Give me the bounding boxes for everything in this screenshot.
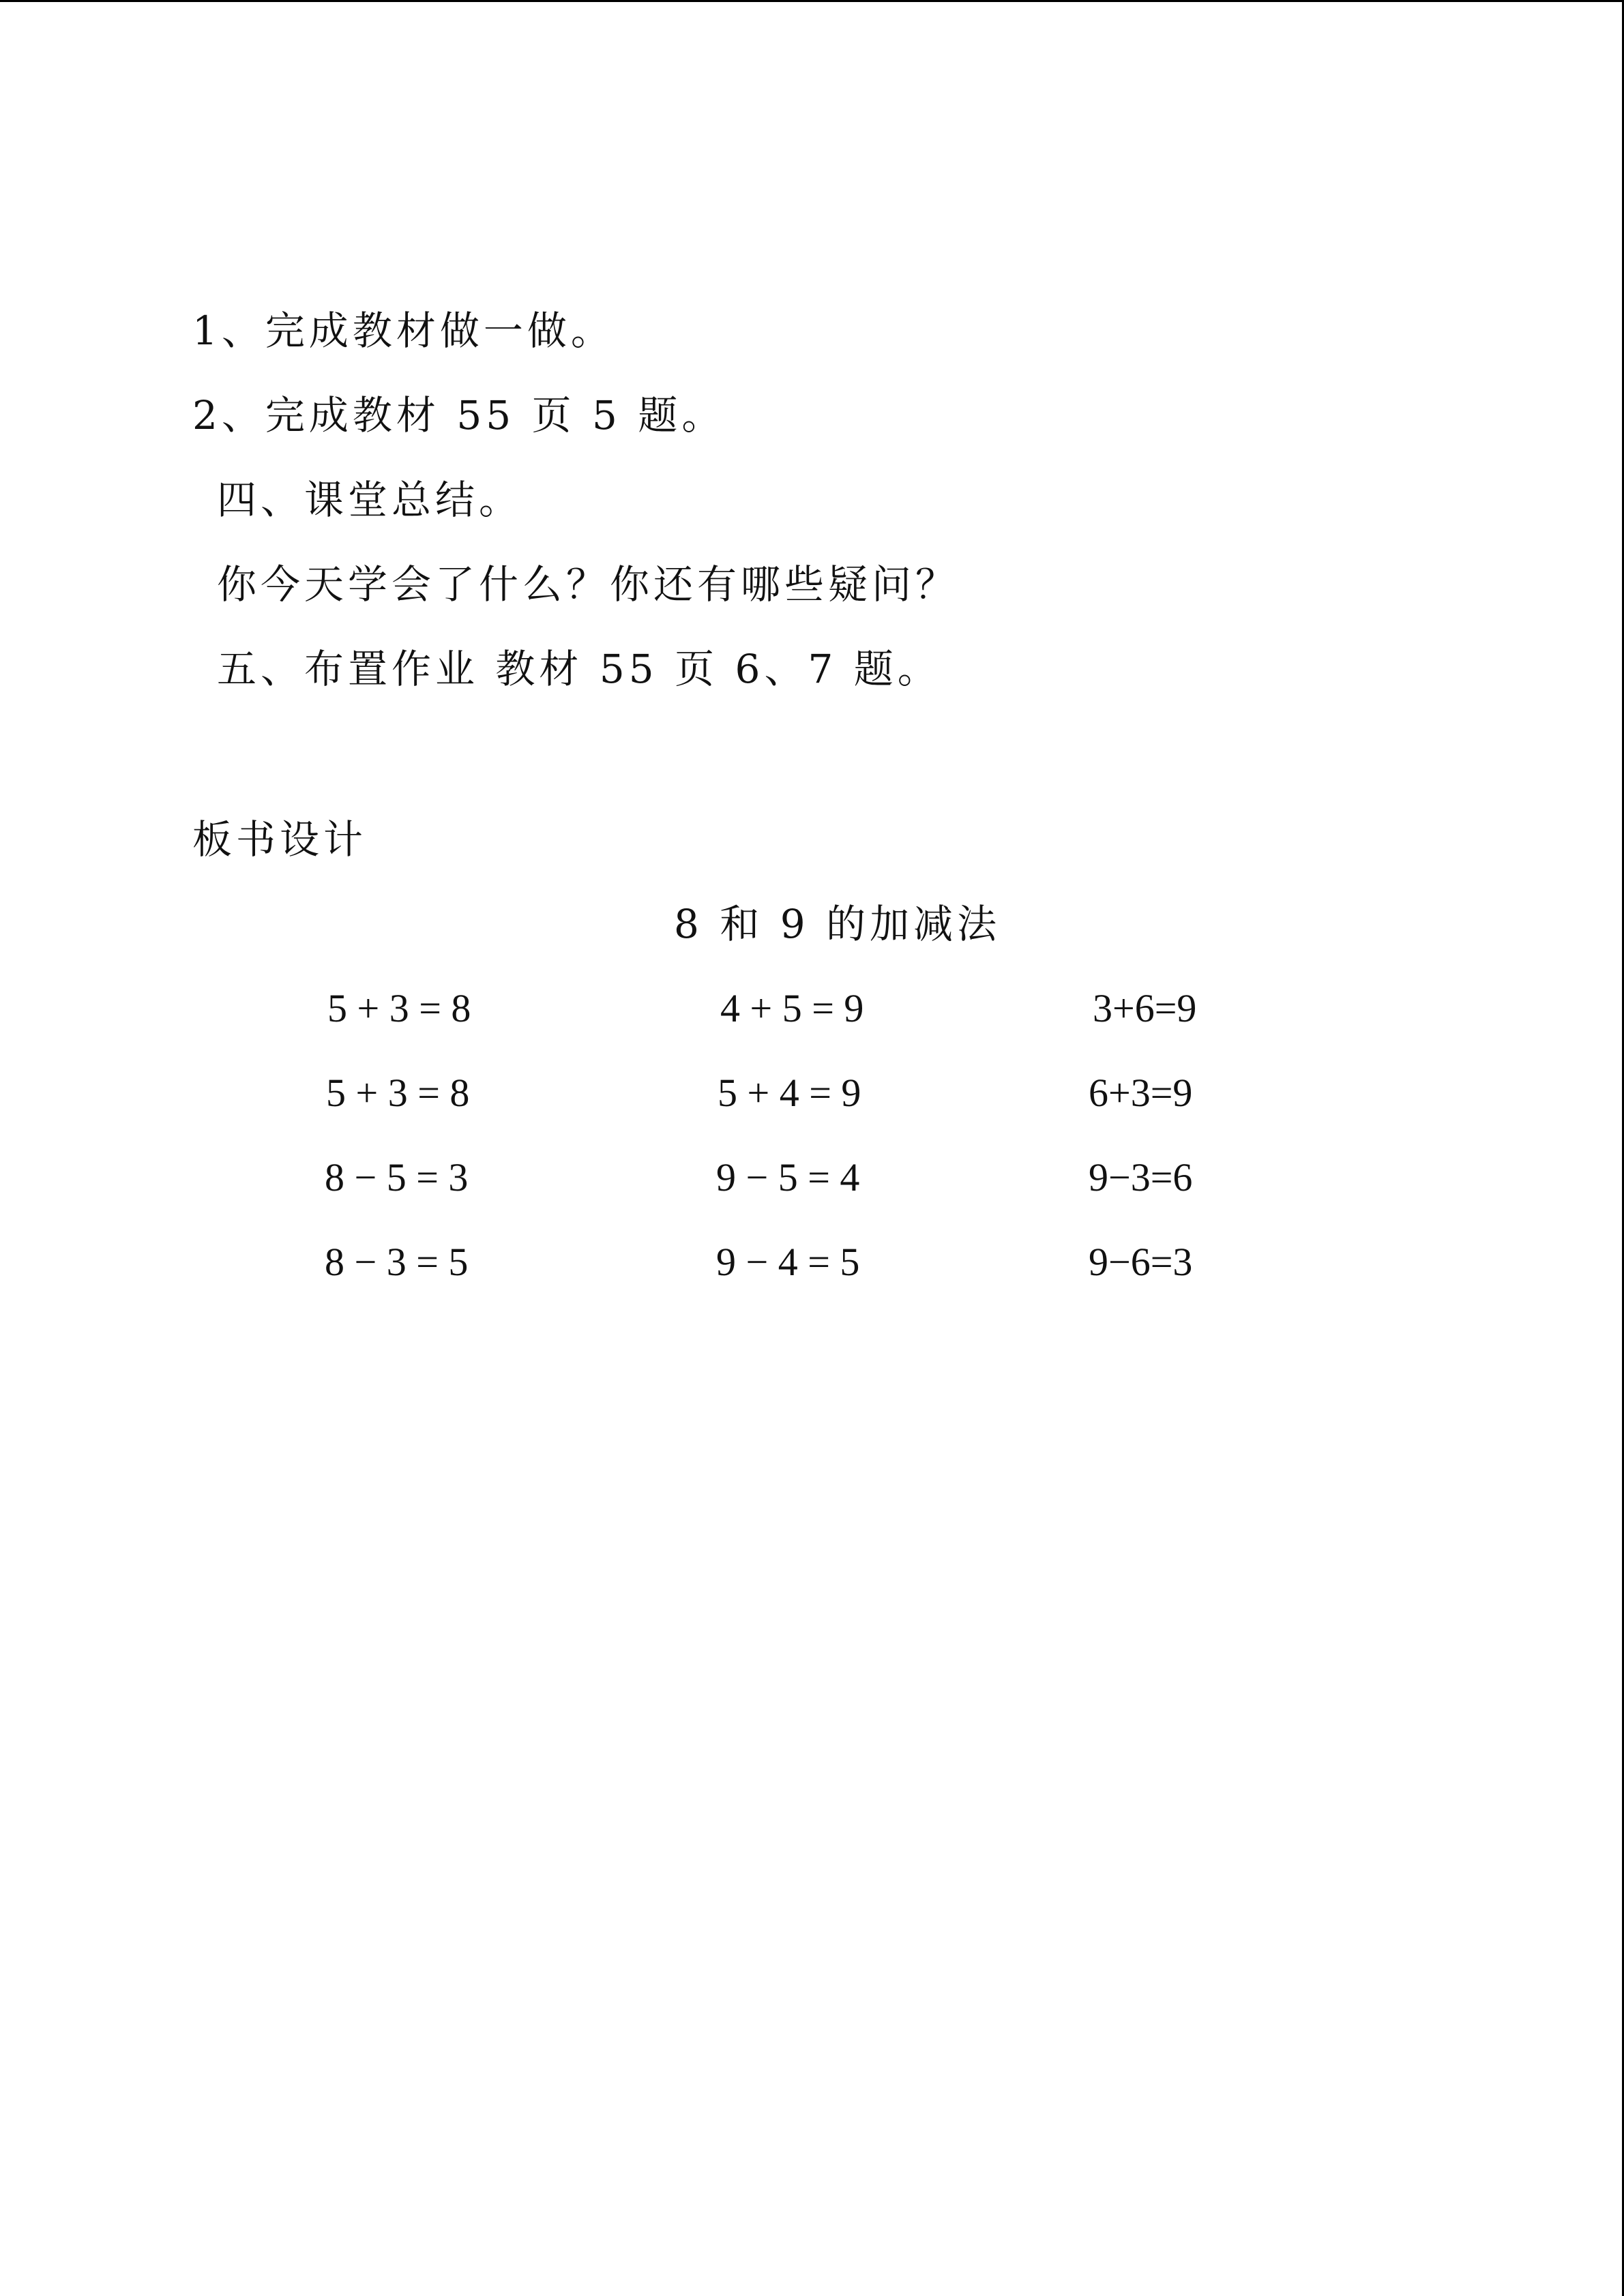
summary-question: 你今天学会了什么？你还有哪些疑问？ bbox=[217, 561, 960, 608]
equation: 5 + 3 = 8 bbox=[326, 1071, 470, 1115]
top-border bbox=[0, 0, 1624, 2]
section-summary: 四、课堂总结。 bbox=[217, 477, 523, 523]
equation: 9−3=6 bbox=[1089, 1155, 1193, 1199]
equation: 8 − 5 = 3 bbox=[325, 1155, 469, 1199]
equation: 5 + 4 = 9 bbox=[718, 1071, 861, 1115]
board-design-heading: 板书设计 bbox=[192, 816, 368, 863]
equation: 9 − 4 = 5 bbox=[716, 1240, 860, 1284]
equation: 3+6=9 bbox=[1093, 986, 1197, 1030]
equation: 9 − 5 = 4 bbox=[716, 1155, 860, 1199]
equation: 5 + 3 = 8 bbox=[327, 986, 471, 1030]
equation: 9−6=3 bbox=[1089, 1240, 1193, 1284]
section-homework: 五、布置作业 教材 55 页 6、7 题。 bbox=[217, 646, 941, 692]
exercise-item-1: 1、完成教材做一做。 bbox=[192, 308, 615, 354]
exercise-item-2: 2、完成教材 55 页 5 题。 bbox=[192, 392, 726, 438]
equation: 4 + 5 = 9 bbox=[720, 986, 864, 1030]
equation: 6+3=9 bbox=[1089, 1071, 1193, 1115]
equation: 8 − 3 = 5 bbox=[325, 1240, 469, 1284]
board-title: 8 和 9 的加减法 bbox=[674, 901, 1001, 947]
